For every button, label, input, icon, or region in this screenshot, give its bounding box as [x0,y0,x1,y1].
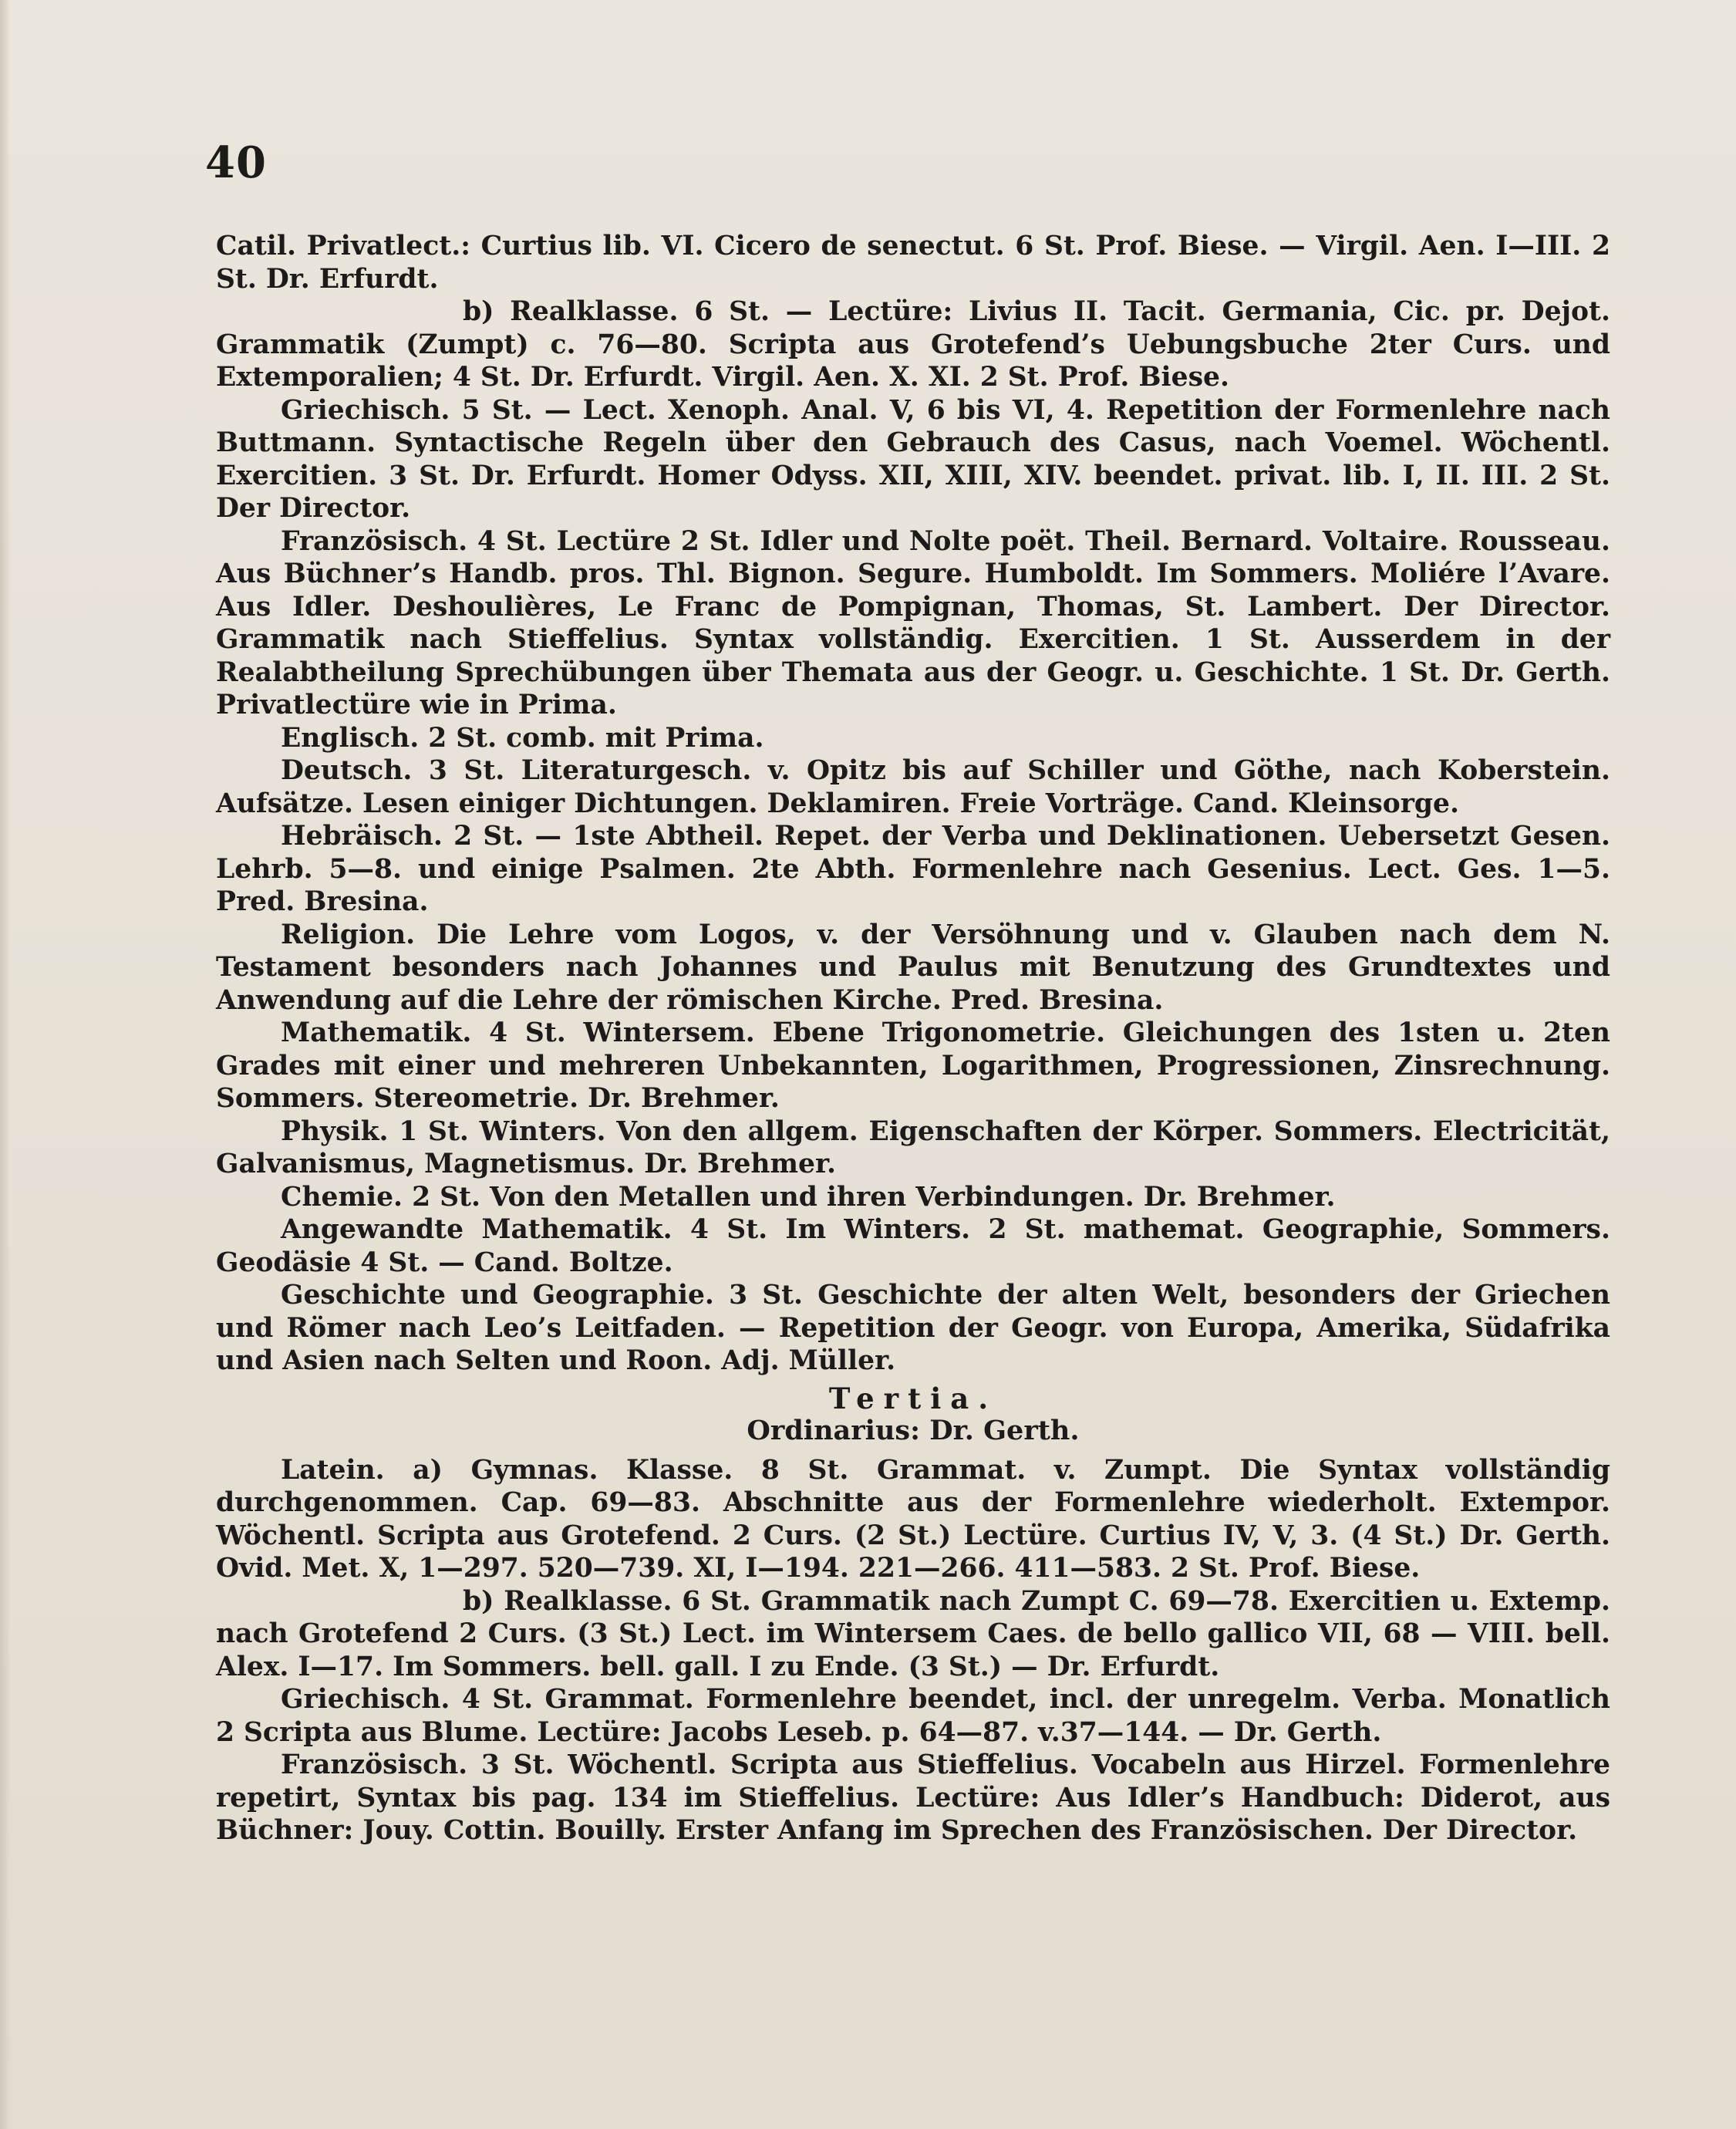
paragraph: Englisch. 2 St. comb. mit Prima. [281,722,764,754]
paragraph: Deutsch. 3 St. Literaturgesch. v. Opitz bis auf Schiller und Göthe, nach Koberstein. Aufsätze. Lesen einiger Dichtungen. Deklamiren. Freie Vorträge. Cand. Kleinsorge. [216,755,1610,819]
paragraph: Physik. 1 St. Winters. Von den allgem. Eigenschaften der Körper. Sommers. Electricität, Galvanismus, Magnetismus. Dr. Brehmer. [216,1115,1610,1179]
section-title: Tertia. [828,1381,998,1415]
paragraph: Catil. Privatlect.: Curtius lib. VI. Cicero de senectut. 6 St. Prof. Biese. — Virgil. Aen. I—III. 2 St. Dr. Erfurdt. [216,231,1610,295]
paragraph: Chemie. 2 St. Von den Metallen und ihren Verbindungen. Dr. Brehmer. [281,1181,1336,1213]
paragraph: Hebräisch. 2 St. — 1ste Abtheil. Repet. der Verba und Deklinationen. Uebersetzt Gesen. Lehrb. 5—8. und einige Psalmen. 2te Abth. Formenlehre nach Gesenius. Lect. Ges. 1—5. Pred. Bresina. [216,821,1610,917]
binding-edge [0,0,11,2129]
paragraph: Griechisch. 4 St. Grammat. Formenlehre beendet, incl. der unregelm. Verba. Monatlich 2 Scripta aus Blume. Lectüre: Jacobs Leseb. p. 64—87. v.37—144. — Dr. Gerth. [216,1684,1610,1748]
paragraph: Latein. a) Gymnas. Klasse. 8 St. Grammat. v. Zumpt. Die Syntax vollständig durchgenommen. Cap. 69—83. Abschnitte aus der Formenlehre wiederholt. Extempor. Wöchentl. Scripta aus Grotefend. 2 Curs. (2 St.) Lectüre. Curtius IV, V, 3. (4 St.) Dr. Gerth. Ovid. Met. X, 1—297. 520—739. XI, I—194. 221—266. 411—583. 2 St. Prof. Biese. [216,1454,1610,1584]
paragraph: Angewandte Mathematik. 4 St. Im Winters. 2 St. mathemat. Geographie, Sommers. Geodäsie 4 St. — Cand. Boltze. [216,1214,1610,1278]
paragraph: Französisch. 3 St. Wöchentl. Scripta aus Stieffelius. Vocabeln aus Hirzel. Formenlehre repetirt, Syntax bis pag. 134 im Stieffelius. Lectüre: Aus Idler’s Handbuch: Diderot, aus Büchner: Jouy. Cottin. Bouilly. Erster Anfang im Sprechen des Französischen. Der Director. [216,1749,1610,1846]
paragraph: b) Realklasse. 6 St. — Lectüre: Livius II. Tacit. Germania, Cic. pr. Dejot. Grammatik (Zumpt) c. 76—80. Scripta aus Grotefend’s Uebungsbuche 2ter Curs. und Extemporalien; 4 St. Dr. Erfurdt. Virgil. Aen. X. XI. 2 St. Prof. Biese. [216,296,1610,393]
paragraph: Französisch. 4 St. Lectüre 2 St. Idler und Nolte poët. Theil. Bernard. Voltaire. Rousseau. Aus Büchner’s Handb. pros. Thl. Bignon. Segure. Humboldt. Im Sommers. Moliére l’Avare. Aus Idler. Deshoulières, Le Franc de Pompignan, Thomas, St. Lambert. Der Director. Grammatik nach Stieffelius. Syntax vollständig. Exercitien. 1 St. Ausserdem in der Realabtheilung Sprechübungen über Themata aus der Geogr. u. Geschichte. 1 St. Dr. Gerth. Privatlectüre wie in Prima. [216,525,1610,720]
paragraph: Mathematik. 4 St. Wintersem. Ebene Trigonometrie. Gleichungen des 1sten u. 2ten Grades mit einer und mehreren Unbekannten, Logarithmen, Progressionen, Zinsrechnung. Sommers. Stereometrie. Dr. Brehmer. [216,1017,1610,1114]
page-number: 40 [205,137,267,188]
paragraph: b) Realklasse. 6 St. Grammatik nach Zumpt C. 69—78. Exercitien u. Extemp. nach Grotefend 2 Curs. (3 St.) Lect. im Wintersem Caes. de bello gallico VII, 68 — VIII. bell. Alex. I—17. Im Sommers. bell. gall. I zu Ende. (3 St.) — Dr. Erfurdt. [216,1585,1610,1682]
paragraph: Religion. Die Lehre vom Logos, v. der Versöhnung und v. Glauben nach dem N. Testament besonders nach Johannes und Paulus mit Benutzung des Grundtextes und Anwendung auf die Lehre der römischen Kirche. Pred. Bresina. [216,919,1610,1016]
section-subtitle: Ordinarius: Dr. Gerth. [747,1415,1080,1446]
paragraph: Geschichte und Geographie. 3 St. Geschichte der alten Welt, besonders der Griechen und Römer nach Leo’s Leitfaden. — Repetition der Geogr. von Europa, Amerika, Südafrika und Asien nach Selten und Roon. Adj. Müller. [216,1280,1610,1376]
paragraph: Griechisch. 5 St. — Lect. Xenoph. Anal. V, 6 bis VI, 4. Repetition der Formenlehre nach Buttmann. Syntactische Regeln über den Gebrauch des Casus, nach Voemel. Wöchentl. Exercitien. 3 St. Dr. Erfurdt. Homer Odyss. XII, XIII, XIV. beendet. privat. lib. I, II. III. 2 St. Der Director. [216,394,1610,524]
body-text [216,230,1610,1847]
